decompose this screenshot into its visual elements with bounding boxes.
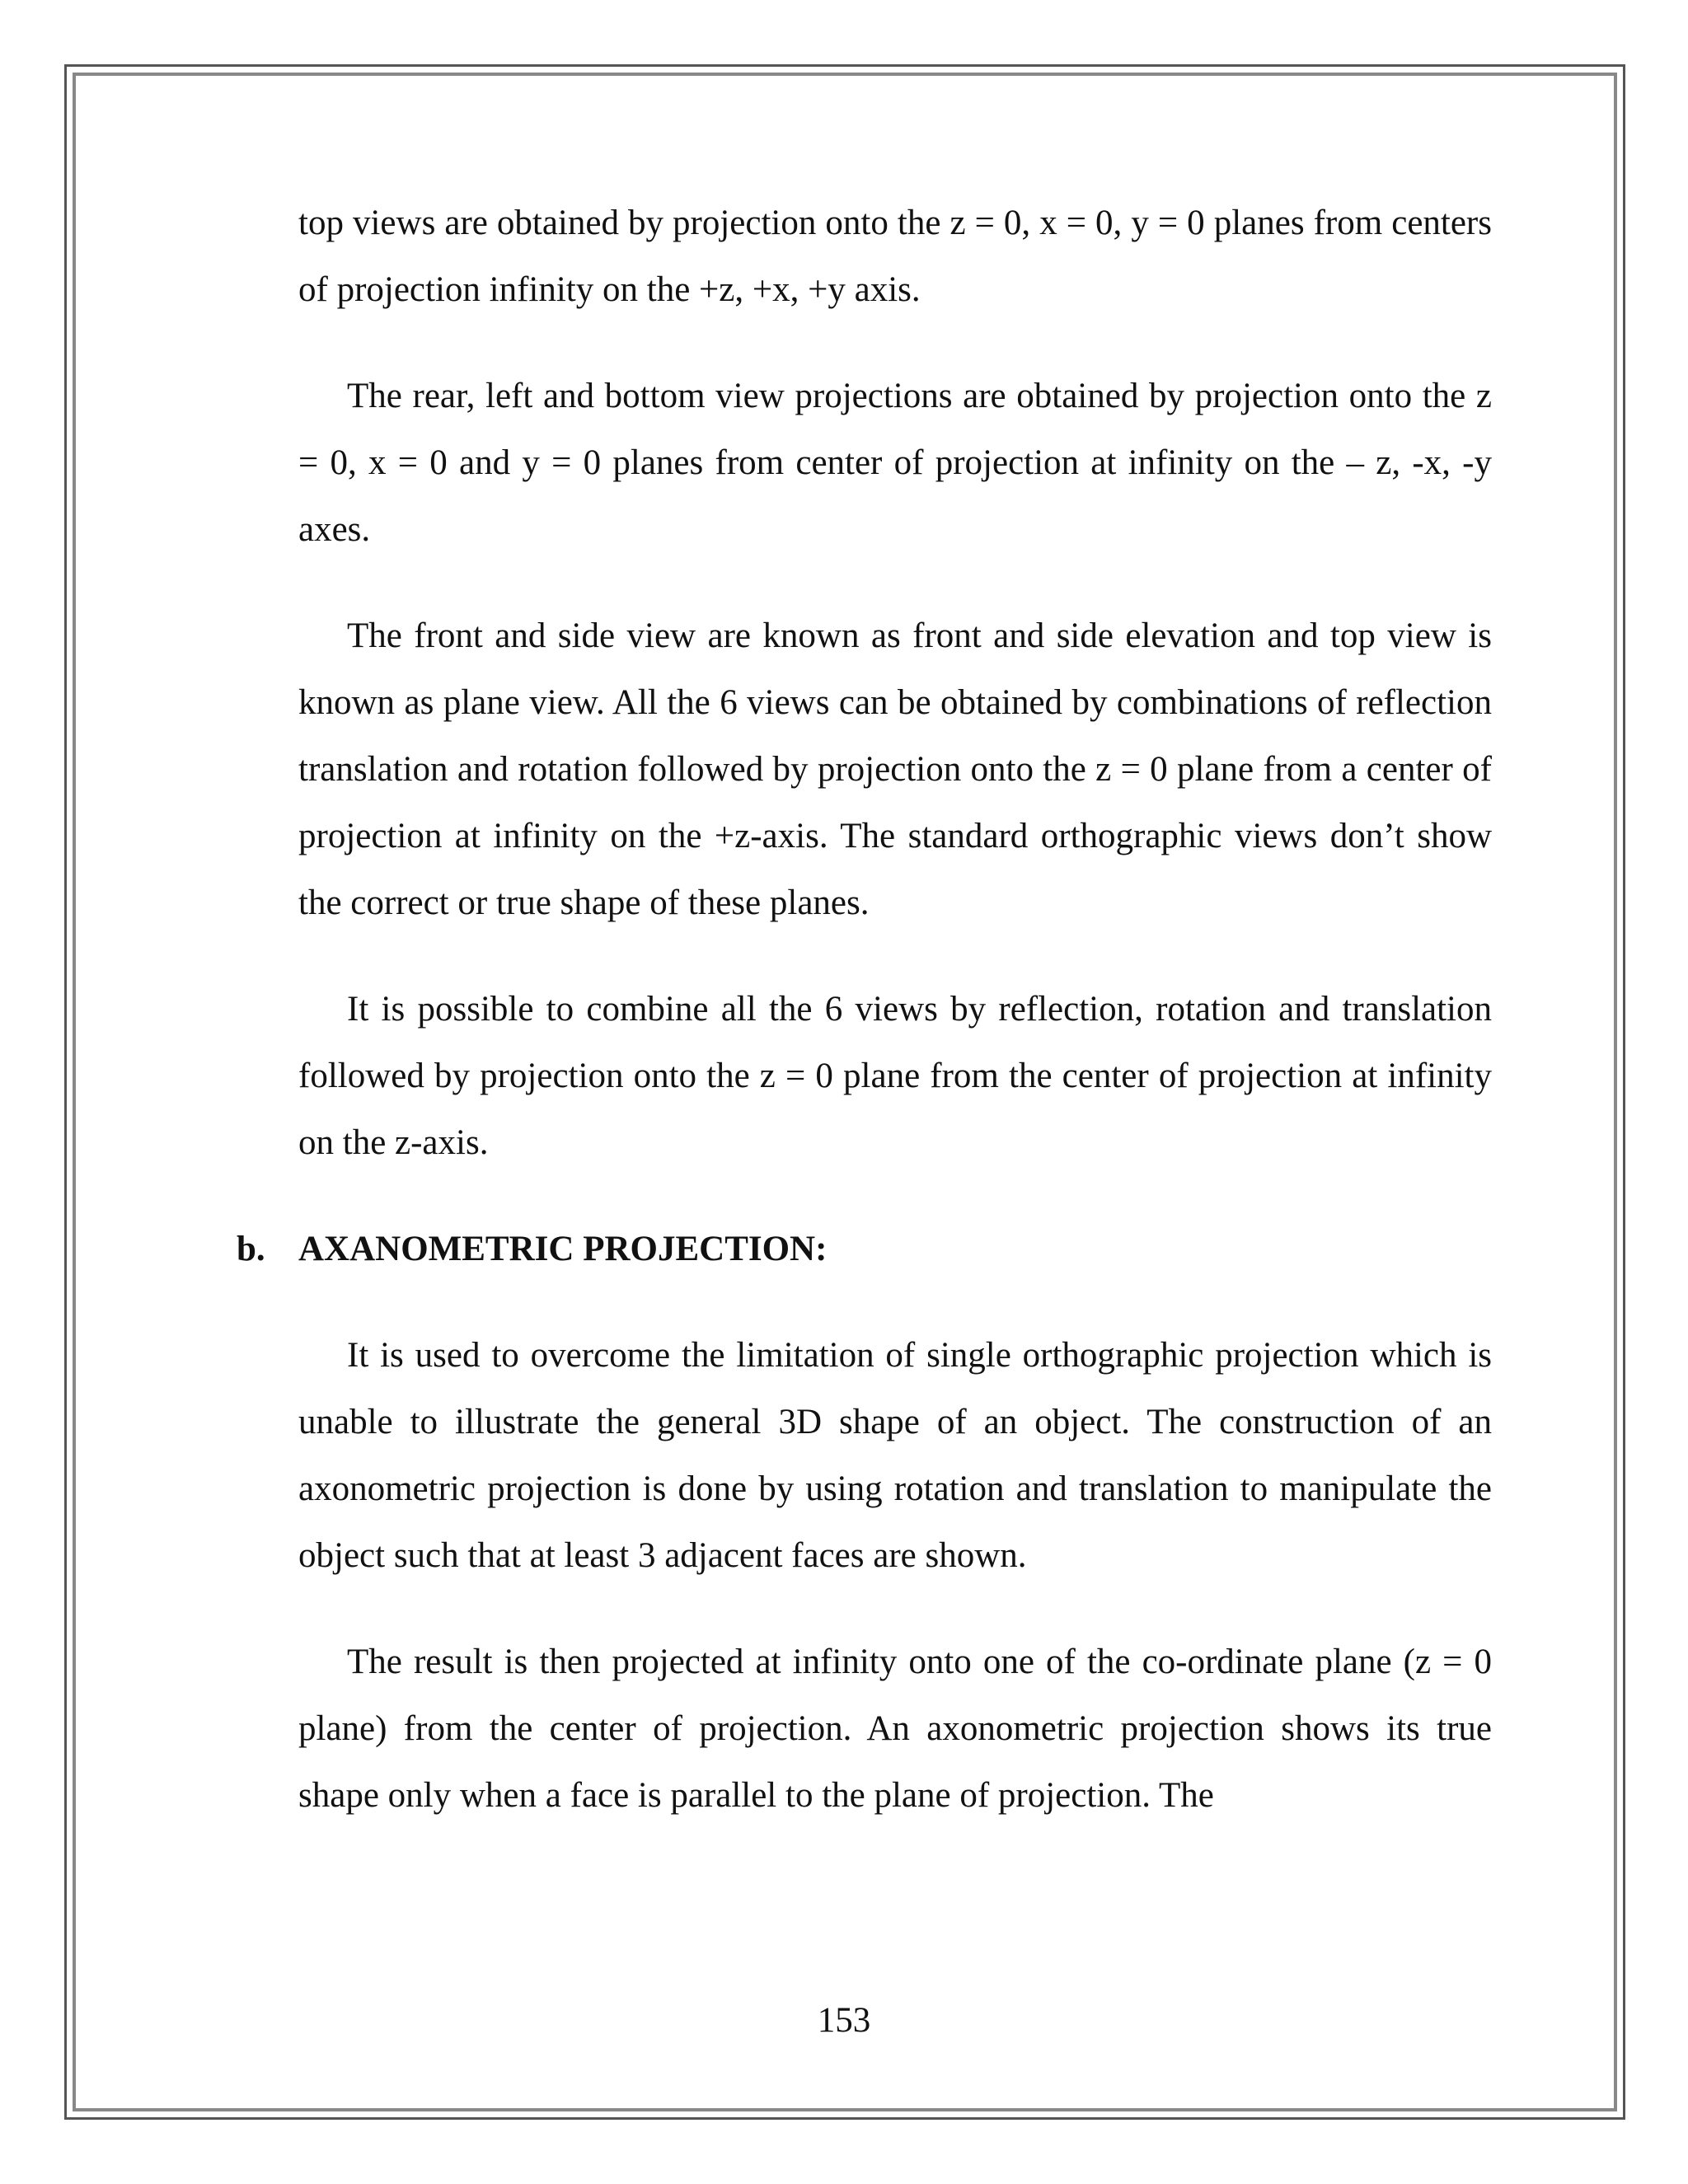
paragraph-axonometric-result: The result is then projected at infinity onto one of the co-ordinate plane (z = 0 plane) from the center of projection. An axonometric projection shows its true shape only when a face is parallel to the plane of projection. The (298, 1643, 1492, 1815)
paragraph-combine-views: It is possible to combine all the 6 views by reflection, rotation and translation followed by projection onto the z = 0 plane from the center of projection at infinity on the z-axis. (298, 990, 1492, 1162)
section-marker: b. (237, 1230, 265, 1268)
paragraph-axonometric-purpose: It is used to overcome the limitation of single orthographic projection which is unable to illustrate the general 3D shape of an object. The construction of an axonometric projection is done by using rotation and translation to manipulate the object such that at least 3 adjacent faces are shown. (298, 1336, 1492, 1575)
page-number: 153 (817, 2001, 871, 2040)
paragraph-top-views: top views are obtained by projection onto the z = 0, x = 0, y = 0 planes from centers of projection infinity on the +z, +x, +y axis. (298, 204, 1492, 309)
paragraph-rear-left-bottom: The rear, left and bottom view projections are obtained by projection onto the z = 0, x = 0 and y = 0 planes from center of projection at infinity on the – z, -x, -y axes. (298, 377, 1492, 549)
page-body (237, 190, 1492, 1868)
section-heading (237, 1216, 1492, 1282)
section-title: AXANOMETRIC PROJECTION: (298, 1230, 828, 1268)
paragraph-front-side-elevation: The front and side view are known as front and side elevation and top view is known as plane view. All the 6 views can be obtained by combinations of reflection translation and rotation followed by projection onto the z = 0 plane from a center of projection at infinity on the +z-axis. The standard orthographic views don’t show the correct or true shape of these planes. (298, 616, 1492, 922)
